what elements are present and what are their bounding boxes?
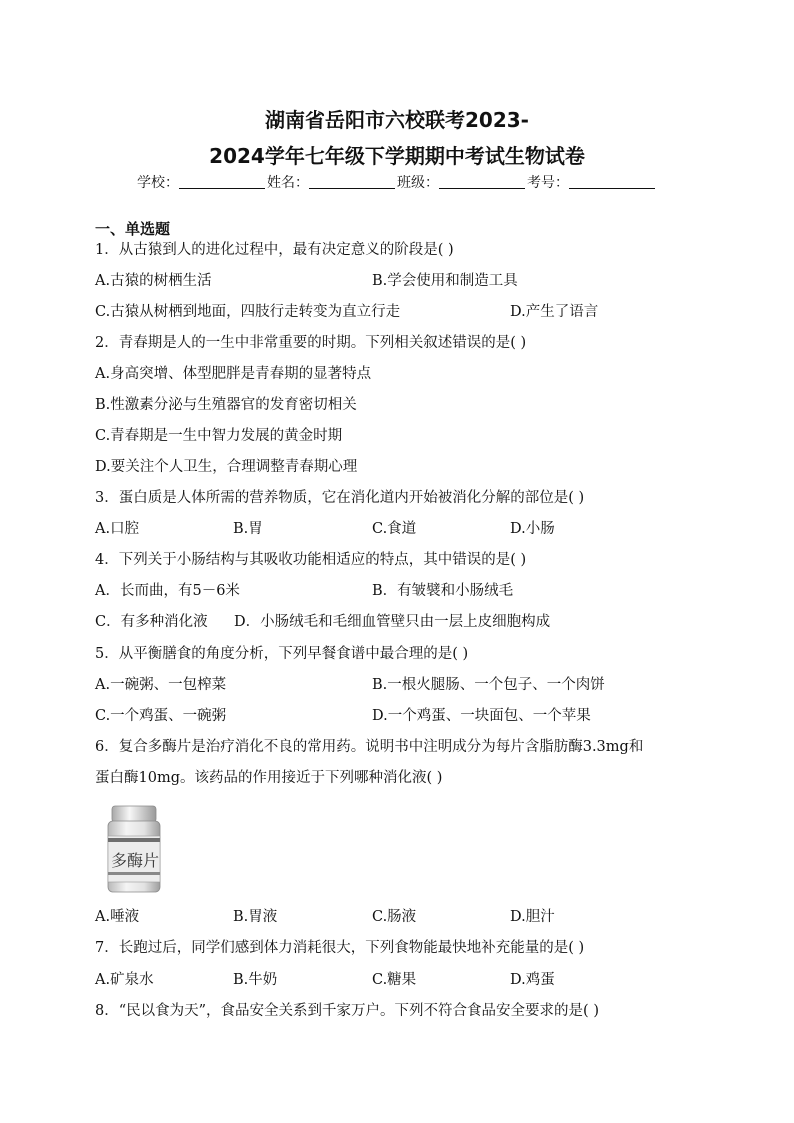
question-5-option-d: D.一个鸡蛋、一块面包、一个苹果	[372, 708, 591, 724]
number-blank[interactable]	[569, 174, 655, 189]
question-2-stem: 2．青春期是人的一生中非常重要的时期。下列相关叙述错误的是( )	[95, 335, 527, 351]
name-blank[interactable]	[309, 174, 395, 189]
question-1-stem: 1．从古猿到人的进化过程中，最有决定意义的阶段是( )	[95, 242, 454, 258]
question-6-stem: 6．复合多酶片是治疗消化不良的常用药。说明书中注明成分为每片含脂肪酶3.3mg和	[95, 739, 644, 755]
number-label: 考号：	[527, 175, 569, 191]
question-2-option-c: C.青春期是一生中智力发展的黄金时期	[95, 428, 343, 444]
question-4-option-b: B．有皱襞和小肠绒毛	[372, 583, 514, 599]
question-3-stem: 3．蛋白质是人体所需的营养物质，它在消化道内开始被消化分解的部位是( )	[95, 490, 585, 506]
student-info-row	[0, 172, 794, 192]
question-3-option-a: A.口腔	[95, 521, 140, 537]
question-3-option-c: C.食道	[372, 521, 417, 537]
school-blank[interactable]	[179, 174, 265, 189]
title-line-1: 湖南省岳阳市六校联考2023-	[265, 108, 529, 132]
question-5-option-b: B.一根火腿肠、一个包子、一个肉饼	[372, 677, 605, 693]
question-1-option-c: C.古猿从树栖到地面，四肢行走转变为直立行走	[95, 304, 401, 320]
question-6-option-a: A.唾液	[95, 909, 140, 925]
question-8-stem: 8．“民以食为天”，食品安全关系到千家万户。下列不符合食品安全要求的是( )	[95, 1003, 599, 1019]
question-4-stem: 4．下列关于小肠结构与其吸收功能相适应的特点，其中错误的是( )	[95, 552, 527, 568]
question-7-option-b: B.牛奶	[233, 972, 278, 988]
question-4-option-c: C．有多种消化液	[95, 614, 208, 630]
question-6-option-d: D.胆汁	[510, 909, 555, 925]
question-6-option-c: C.肠液	[372, 909, 417, 925]
question-3-option-b: B.胃	[233, 521, 263, 537]
question-3-option-d: D.小肠	[510, 521, 555, 537]
question-5-option-c: C.一个鸡蛋、一碗粥	[95, 708, 227, 724]
question-6-stem-cont: 蛋白酶10mg。该药品的作用接近于下列哪种消化液( )	[95, 770, 443, 786]
question-5-option-a: A.一碗粥、一包榨菜	[95, 677, 227, 693]
question-2-option-b: B.性激素分泌与生殖器官的发育密切相关	[95, 397, 357, 413]
name-label: 姓名：	[267, 175, 309, 191]
question-4-option-d: D．小肠绒毛和毛细血管壁只由一层上皮细胞构成	[234, 614, 551, 630]
question-1-option-d: D.产生了语言	[510, 304, 599, 320]
class-blank[interactable]	[439, 174, 525, 189]
question-2-option-d: D.要关注个人卫生，合理调整青春期心理	[95, 459, 358, 475]
question-1-option-a: A.古猿的树栖生活	[95, 273, 212, 289]
question-4-option-a: A．长而曲，有5－6米	[95, 583, 240, 599]
bottle-label-text: 多酶片	[111, 851, 160, 870]
question-7-option-d: D.鸡蛋	[510, 972, 555, 988]
question-2-option-a: A.身高突增、体型肥胖是青春期的显著特点	[95, 366, 372, 382]
title-line-2: 2024学年七年级下学期期中考试生物试卷	[209, 144, 585, 168]
question-7-option-a: A.矿泉水	[95, 972, 154, 988]
enzyme-tablet-bottle-image	[103, 804, 165, 894]
question-7-option-c: C.糖果	[372, 972, 417, 988]
school-label: 学校：	[137, 175, 179, 191]
question-5-stem: 5．从平衡膳食的角度分析，下列早餐食谱中最合理的是( )	[95, 646, 469, 662]
section-title: 一、单选题	[95, 220, 171, 238]
question-7-stem: 7．长跑过后，同学们感到体力消耗很大，下列食物能最快地补充能量的是( )	[95, 940, 585, 956]
question-6-option-b: B.胃液	[233, 909, 278, 925]
class-label: 班级：	[397, 175, 439, 191]
question-1-option-b: B.学会使用和制造工具	[372, 273, 518, 289]
